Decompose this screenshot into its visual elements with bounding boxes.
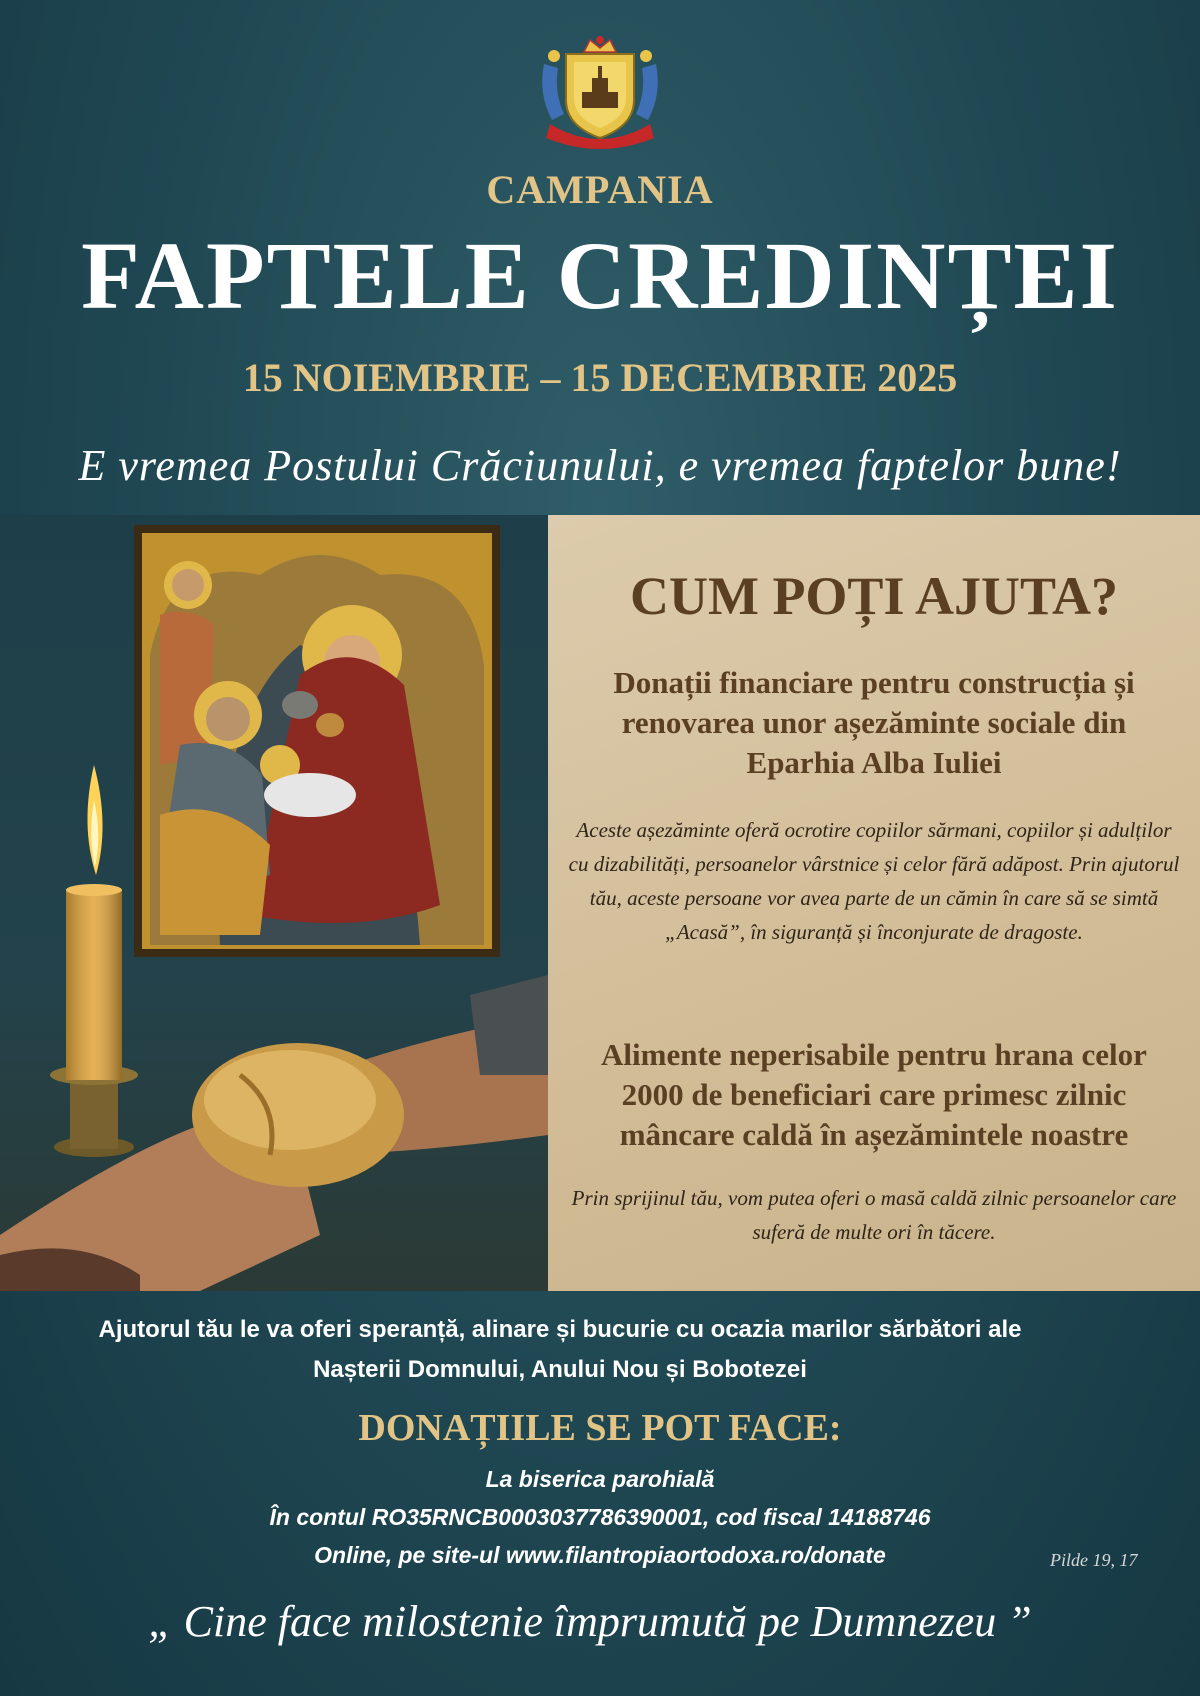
help-message: Ajutorul tău le va oferi speranță, alinare și bucurie cu ocazia marilor sărbători ale Nașterii Domnului, Anului Nou și Bobotezei — [98, 1316, 1022, 1383]
scripture-quote: „ Cine face milostenie împrumută pe Dumnezeu ” — [148, 1597, 1032, 1646]
campaign-dates: 15 NOIEMBRIE – 15 DECEMBRIE 2025 — [242, 355, 958, 400]
financial-donations-title: Donații financiare pentru construcția și renovarea unor așezăminte sociale din Eparhia Alba Iuliei — [613, 665, 1135, 780]
coat-of-arms-crest — [536, 34, 664, 152]
donation-method-online: Online, pe site-ul www.filantropiaortodoxa.ro/donate — [314, 1542, 886, 1568]
campaign-kicker: CAMPANIA — [486, 167, 714, 212]
donation-method-bank-account: În contul RO35RNCB0003037786390001, cod fiscal 14188746 — [269, 1504, 931, 1530]
donation-methods-heading: DONAȚIILE SE POT FACE: — [358, 1407, 842, 1449]
campaign-title: FAPTELE CREDINȚEI — [81, 222, 1119, 329]
nativity-art-panel — [0, 515, 548, 1291]
how-to-help-panel — [548, 515, 1200, 1291]
campaign-tagline: E vremea Postului Crăciunului, e vremea faptelor bune! — [78, 441, 1122, 490]
financial-donations-description: Aceste așezăminte oferă ocrotire copiilor sărmani, copiilor și adulților cu dizabilități, persoanelor vârstnice și celor fără adăpost. Prin ajutorul tău, aceste persoane vor avea parte de un cămin în care să se simtă „Acasă”, în siguranță și înconjurate de dragoste. — [568, 818, 1180, 944]
food-donations-title: Alimente neperisabile pentru hrana celor 2000 de beneficiari care primesc zilnic mâncare caldă în așezămintele noastre — [601, 1037, 1147, 1152]
how-to-help-heading: CUM POȚI AJUTA? — [629, 566, 1118, 626]
donation-method-parish: La biserica parohială — [485, 1466, 715, 1492]
scripture-reference: Pilde 19, 17 — [1050, 1550, 1138, 1570]
nativity-artwork — [0, 515, 548, 1291]
food-donations-description: Prin sprijinul tău, vom putea oferi o masă caldă zilnic persoanelor care suferă de multe ori în tăcere. — [571, 1186, 1177, 1244]
